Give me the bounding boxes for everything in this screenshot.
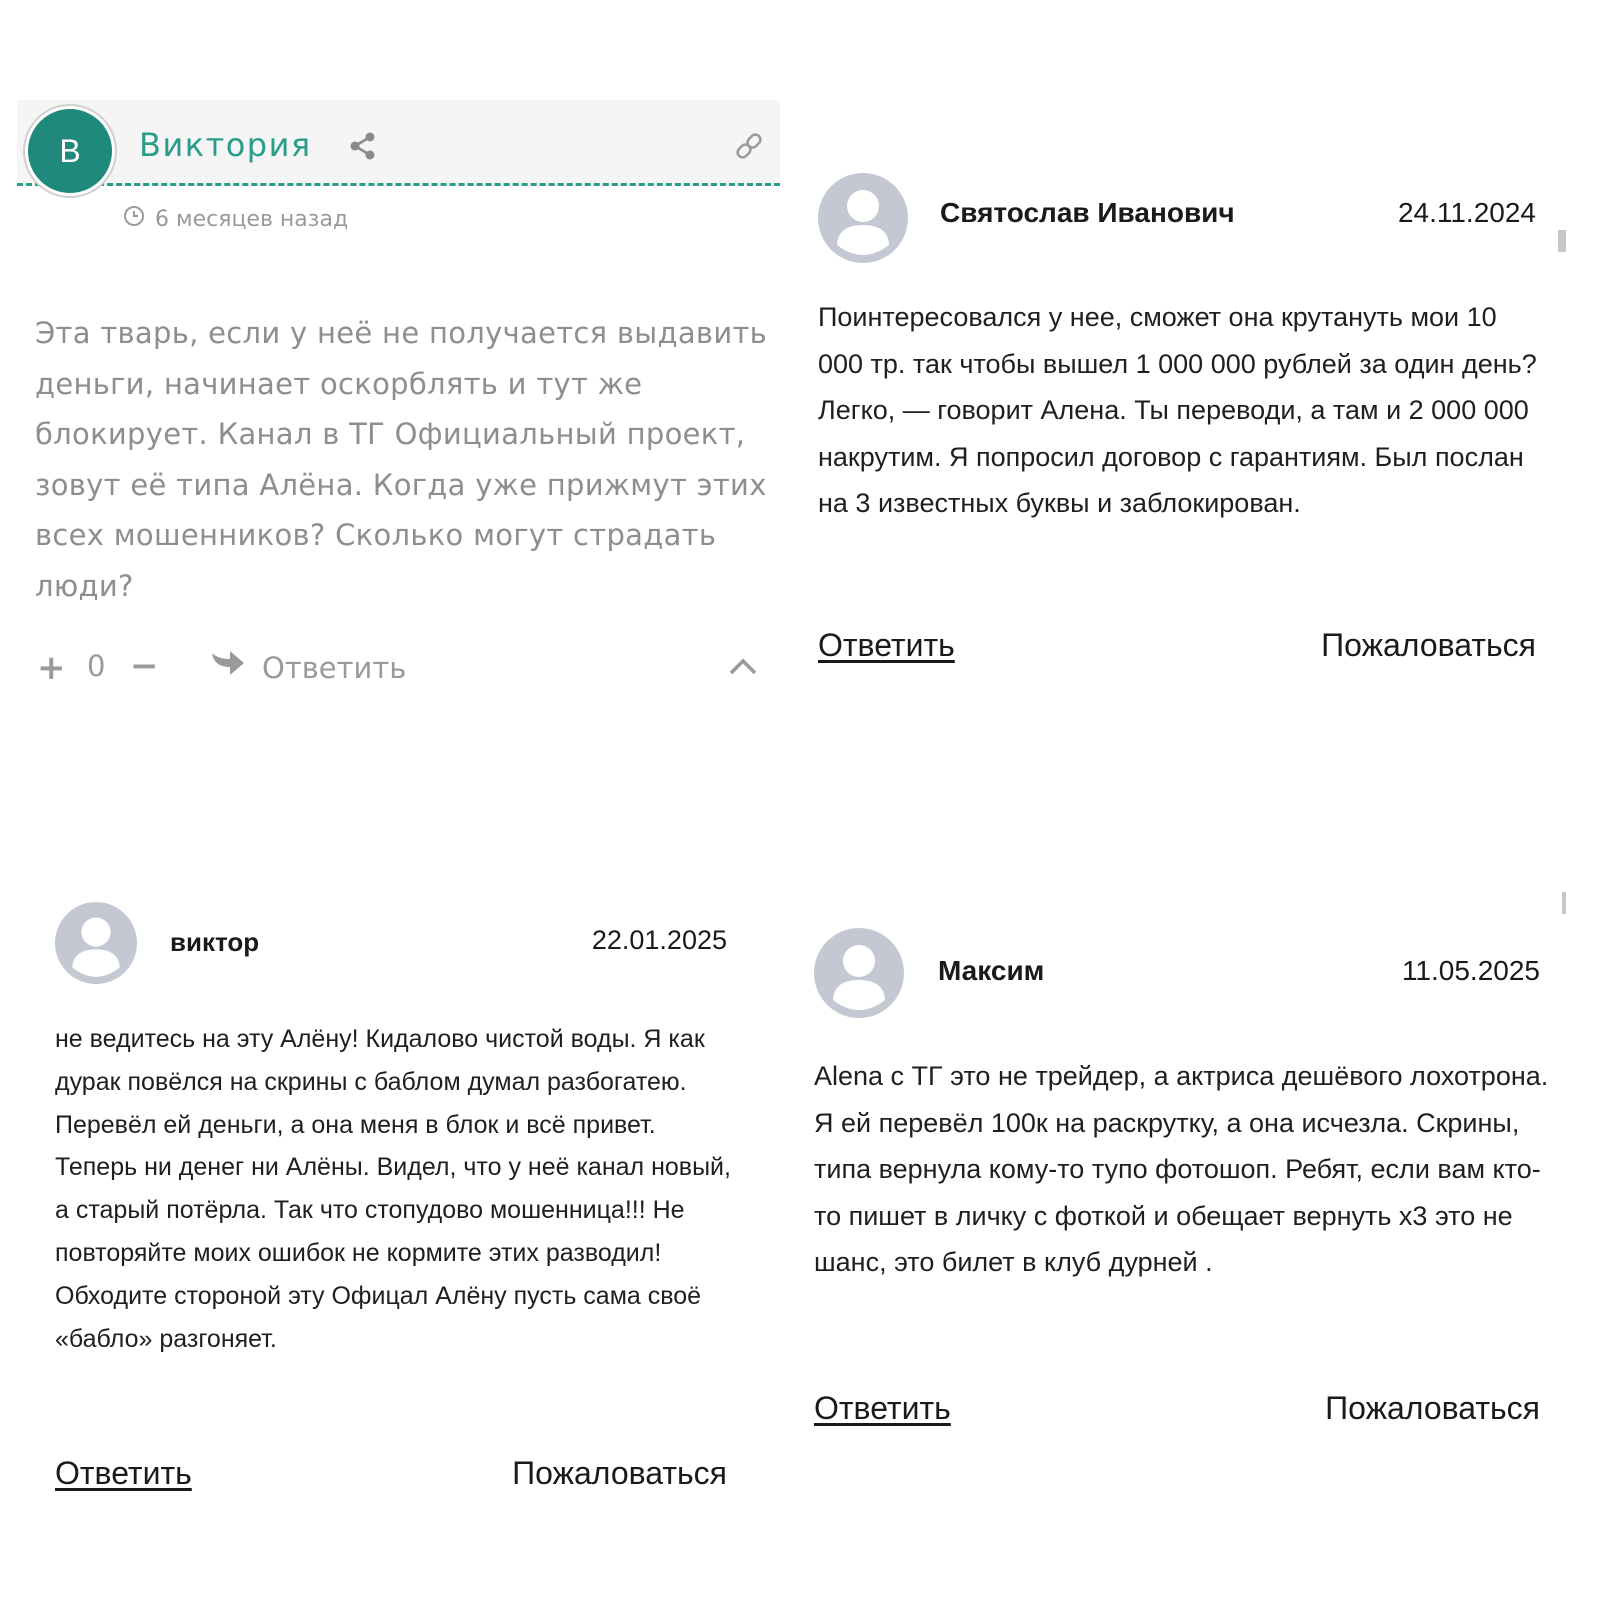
- chevron-up-icon[interactable]: [727, 651, 759, 683]
- report-button[interactable]: Пожаловаться: [1321, 627, 1536, 663]
- review-author: виктор: [170, 927, 260, 957]
- vote-down-button[interactable]: −: [130, 646, 159, 686]
- clock-icon: [123, 205, 145, 233]
- review-text: Alena с ТГ это не трейдер, а актриса дешёвого лохотрона. Я ей перевёл 100к на раскрутку, а она исчезла. Скрины, типа вернула кому-то тупо фотошоп. Ребят, если вам кто-то пишет в личку с фоткой и обещает вернуть х3 это не шанс, это билет в клуб дурней .: [814, 1061, 1549, 1277]
- comment-author[interactable]: Виктория: [139, 126, 312, 164]
- avatar: [814, 928, 904, 1018]
- comment-time: [123, 205, 348, 233]
- share-icon[interactable]: [348, 131, 378, 161]
- review-text: Поинтересовался у нее, сможет она крутануть мои 10 000 тр. так чтобы вышел 1 000 000 рублей за один день? Легко, — говорит Алена. Ты переводи, а там и 2 000 000 накрутим. Я попросил договор с гарантиям. Был послан на 3 известных буквы и заблокирован.: [818, 302, 1537, 518]
- avatar: [818, 173, 908, 263]
- reply-button[interactable]: Ответить: [814, 1390, 951, 1426]
- reply-arrow-icon: [210, 649, 246, 686]
- comment-text: Эта тварь, если у неё не получается выдавить деньги, начинает оскорблять и тут же блокирует. Канал в ТГ Официальный проект, зовут её типа Алёна. Когда уже прижмут этих всех мошенников? Сколько могут страдать люди?: [35, 316, 768, 603]
- report-button[interactable]: Пожаловаться: [512, 1455, 727, 1491]
- comment-footer: [37, 645, 782, 689]
- review-text: не ведитесь на эту Алёну! Кидалово чистой воды. Я как дурак повёлся на скрины с баблом думал разбогатею. Перевёл ей деньги, а она меня в блок и всё привет. Теперь ни денег ни Алёны. Видел, что у неё канал новый, а старый потёрла. Так что стопудово мошенница!!! Не повторяйте моих ошибок не кормите этих разводил! Обходите стороной эту Офицал Алёну пусть сама своё «бабло» разгоняет.: [55, 1025, 731, 1353]
- reply-button[interactable]: Ответить: [818, 627, 955, 663]
- vote-count: 0: [87, 649, 106, 683]
- review-date: 22.01.2025: [591, 925, 727, 955]
- comment-header: [17, 100, 780, 186]
- time-label: 6 месяцев назад: [155, 206, 349, 232]
- reply-button[interactable]: [210, 649, 406, 686]
- review-author: Святослав Иванович: [940, 197, 1235, 228]
- review-author: Максим: [938, 955, 1045, 986]
- review-date: 24.11.2024: [1397, 197, 1536, 228]
- reply-button[interactable]: Ответить: [55, 1455, 192, 1491]
- avatar: В: [25, 106, 115, 196]
- reply-label: Ответить: [262, 650, 407, 685]
- review-date: 11.05.2025: [1401, 955, 1540, 986]
- scrollbar-fragment: [1562, 892, 1566, 914]
- avatar: [55, 902, 137, 984]
- link-icon[interactable]: [733, 130, 765, 162]
- vote-up-button[interactable]: +: [37, 648, 66, 688]
- report-button[interactable]: Пожаловаться: [1325, 1390, 1540, 1426]
- scrollbar-fragment: [1558, 230, 1566, 252]
